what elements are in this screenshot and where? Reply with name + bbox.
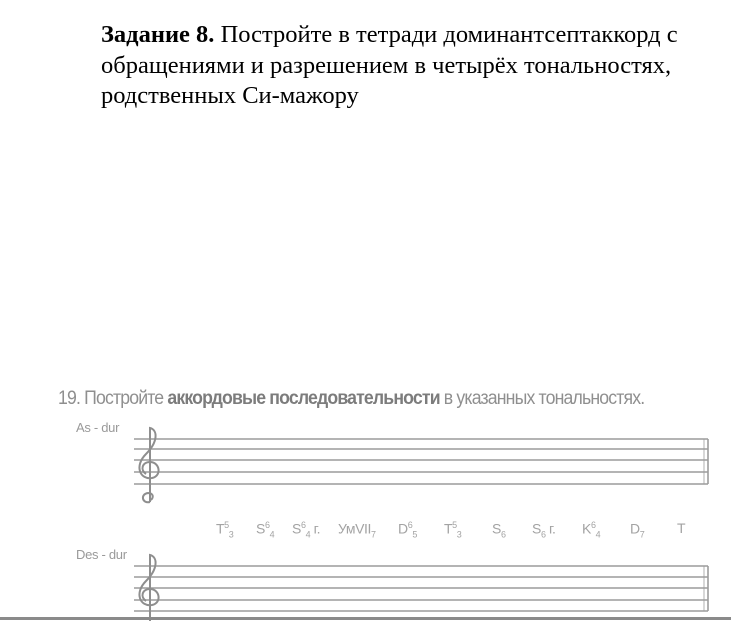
task-label: Задание 8.	[101, 21, 215, 48]
staff-2	[134, 566, 708, 611]
function-d7: $D_7$	[630, 520, 645, 540]
music-staves	[0, 380, 731, 621]
function-s64: $S^6_4$	[256, 520, 275, 540]
task-8-text	[101, 20, 701, 112]
function-t53-2: $T^5_3$	[444, 520, 462, 540]
bottom-border	[0, 617, 731, 620]
key-label-as-dur: As - dur	[76, 420, 120, 435]
staff-1	[134, 439, 708, 484]
function-k64: $K^6_4$	[582, 520, 601, 540]
exercise-bold: аккордовые последовательности	[167, 388, 440, 409]
task-body: Постройте в тетради доминантсептаккорд с обращениями и разрешением в четырёх тональностях, родственных Си-мажору	[101, 21, 678, 109]
function-s6-harmonic: $S_6$ г.	[532, 520, 556, 540]
key-label-des-dur: Des - dur	[76, 547, 127, 562]
function-t53: $T^5_3$	[216, 520, 234, 540]
function-s6: $S_6$	[492, 520, 506, 540]
function-umvii7: УмVII$_7$	[338, 520, 376, 540]
exercise-suffix: в указанных тональностях.	[439, 388, 645, 409]
function-d65: $D^6_5$	[398, 520, 417, 540]
exercise-prefix: 19. Постройте	[58, 388, 168, 409]
function-s64-harmonic: $S^6_4$ г.	[292, 520, 321, 540]
scanned-exercise-image	[0, 380, 731, 621]
function-t: T	[677, 520, 686, 536]
